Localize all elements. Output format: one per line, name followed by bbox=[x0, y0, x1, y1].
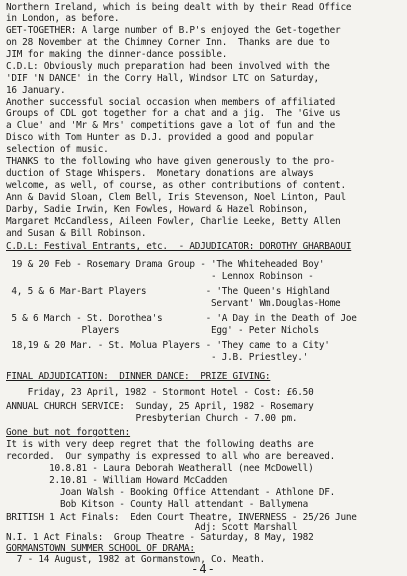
text-line: Presbyterian Church - 7.00 pm. bbox=[6, 413, 298, 424]
adjudicator-line: Adj: Scott Marshall bbox=[6, 522, 298, 533]
text-line: on 28 November at the Chimney Corner Inn. Thanks are due to bbox=[6, 37, 330, 48]
summer-school-heading: GORMANSTOWN SUMMER SCHOOL OF DRAMA: bbox=[6, 543, 195, 554]
obituary-entry: Joan Walsh - Booking Office Attendant - Athlone DF. bbox=[6, 487, 336, 498]
festival-entry: Servant' Wm.Douglas-Home bbox=[6, 298, 341, 309]
british-finals: BRITISH 1 Act Finals: Eden Court Theatre, INVERNESS - 25/26 June bbox=[6, 512, 357, 523]
festival-heading: C.D.L: Festival Entrants, etc. - ADJUDICATOR: DOROTHY GHARBAOUI bbox=[6, 241, 352, 252]
text-line: JIM for making the dinner-dance possible. bbox=[6, 49, 228, 60]
text-line: recorded. Our sympathy is expressed to all who are bereaved. bbox=[6, 451, 336, 462]
text-line: Another successful social occasion when members of affiliated bbox=[6, 97, 336, 108]
donor-list: Darby, Sadie Irwin, Ken Fowles, Howard & Hazel Robinson, bbox=[6, 204, 309, 215]
text-line: 'DIF 'N DANCE' in the Corry Hall, Windsor LTC on Saturday, bbox=[6, 73, 319, 84]
festival-entry: 18,19 & 20 Mar. - St. Molua Players - 'They came to a City' bbox=[6, 340, 330, 351]
get-together-para: GET-TOGETHER: A large number of B.P's enjoyed the Get-together bbox=[6, 25, 341, 36]
page-number: -4- bbox=[191, 562, 216, 576]
festival-entry: 4, 5 & 6 Mar-Bart Players - 'The Queen's Highland bbox=[6, 286, 330, 297]
donor-list: Margaret McCandless, Aileen Fowler, Charlie Leeke, Betty Allen bbox=[6, 216, 341, 227]
festival-entry: 5 & 6 March - St. Dorothea's - 'A Day in the Death of Joe bbox=[6, 313, 357, 324]
text-line: in London, as before. bbox=[6, 13, 120, 24]
obituary-heading: Gone but not forgotten: bbox=[6, 427, 131, 438]
text-line: duction of Stage Whispers. Monetary donations are always bbox=[6, 168, 314, 179]
festival-entry: - Lennox Robinson - bbox=[6, 271, 314, 282]
festival-entry: 19 & 20 Feb - Rosemary Drama Group - 'The Whiteheaded Boy' bbox=[6, 259, 325, 270]
text-line: Groups of CDL got together for a chat and a jig. The 'Give us bbox=[6, 108, 341, 119]
obituary-entry: Bob Kitson - County Hall attendant - Ballymena bbox=[6, 499, 309, 510]
text-line: Disco with Tom Hunter as D.J. provided a good and popular bbox=[6, 132, 314, 143]
church-service: ANNUAL CHURCH SERVICE: Sunday, 25 April, 1982 - Rosemary bbox=[6, 401, 314, 412]
ni-finals: N.I. 1 Act Finals: Group Theatre - Saturday, 8 May, 1982 bbox=[6, 532, 314, 543]
donor-list: Ann & David Sloan, Clem Bell, Iris Stevenson, Noel Linton, Paul bbox=[6, 192, 346, 203]
text-line: 7 - 14 August, 1982 at Gormanstown, Co. Meath. bbox=[6, 554, 265, 565]
festival-entry: Players Egg' - Peter Nichols bbox=[6, 325, 319, 336]
text-line: welcome, as well, of course, as other contributions of content. bbox=[6, 180, 346, 191]
festival-entry: - J.B. Priestley.' bbox=[6, 352, 309, 363]
cdl-para: C.D.L: Obviously much preparation had been involved with the bbox=[6, 61, 330, 72]
obituary-entry: 2.10.81 - William Howard McCadden bbox=[6, 475, 228, 486]
donor-list: and Susan & Bill Robinson. bbox=[6, 228, 147, 239]
text-line: Northern Ireland, which is being dealt with by their Read Office bbox=[6, 2, 352, 13]
text-line: selection of music. bbox=[6, 144, 109, 155]
text-line: Friday, 23 April, 1982 - Stormont Hotel - Cost: £6.50 bbox=[6, 387, 314, 398]
obituary-entry: 10.8.81 - Laura Deborah Weatherall (nee McDowell) bbox=[6, 463, 314, 474]
text-line: a Clue' and 'Mr & Mrs' competitions gave a lot of fun and the bbox=[6, 120, 336, 131]
thanks-para: THANKS to the following who have given generously to the pro- bbox=[6, 156, 336, 167]
text-line: 16 January. bbox=[6, 85, 66, 96]
text-line: It is with very deep regret that the following deaths are bbox=[6, 439, 314, 450]
final-adjudication-heading: FINAL ADJUDICATION: DINNER DANCE: PRIZE GIVING: bbox=[6, 371, 271, 382]
